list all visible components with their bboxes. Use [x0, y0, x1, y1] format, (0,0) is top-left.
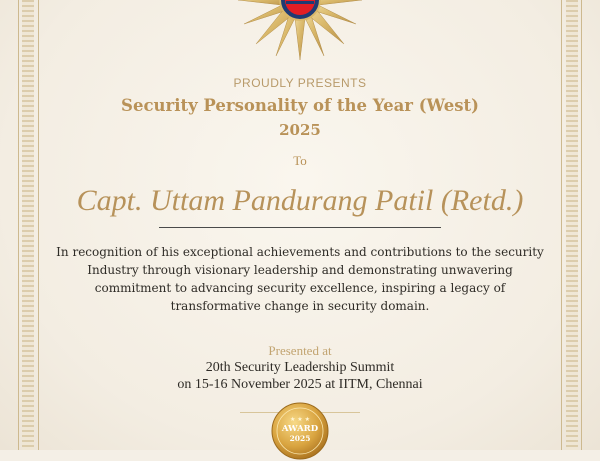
- name-underline: [159, 227, 441, 228]
- award-seal-stars: ★ ★ ★: [290, 416, 310, 423]
- award-title: Security Personality of the Year (West): [121, 96, 479, 115]
- citation-text: In recognition of his exceptional achievements and contributions to the security Industry through visionary leadership and demonstrating unwavering commitment to advancing security excellence, inspiring a legacy of transformative change in security domain.: [56, 245, 544, 313]
- presents-label: PROUDLY PRESENTS: [233, 76, 367, 90]
- award-seal-icon: [270, 401, 330, 461]
- event-date-venue: on 15-16 November 2025 at IITM, Chennai: [177, 377, 423, 392]
- award-seal-label: AWARD: [281, 424, 319, 434]
- capsi-star-emblem-icon: [235, 0, 365, 68]
- recipient-name: Capt. Uttam Pandurang Patil (Retd.): [76, 184, 524, 217]
- award-seal-year: 2025: [289, 434, 311, 443]
- presented-at-label: Presented at: [268, 343, 332, 358]
- award-year: 2025: [279, 121, 321, 139]
- to-label: To: [293, 153, 307, 168]
- event-name: 20th Security Leadership Summit: [205, 360, 395, 375]
